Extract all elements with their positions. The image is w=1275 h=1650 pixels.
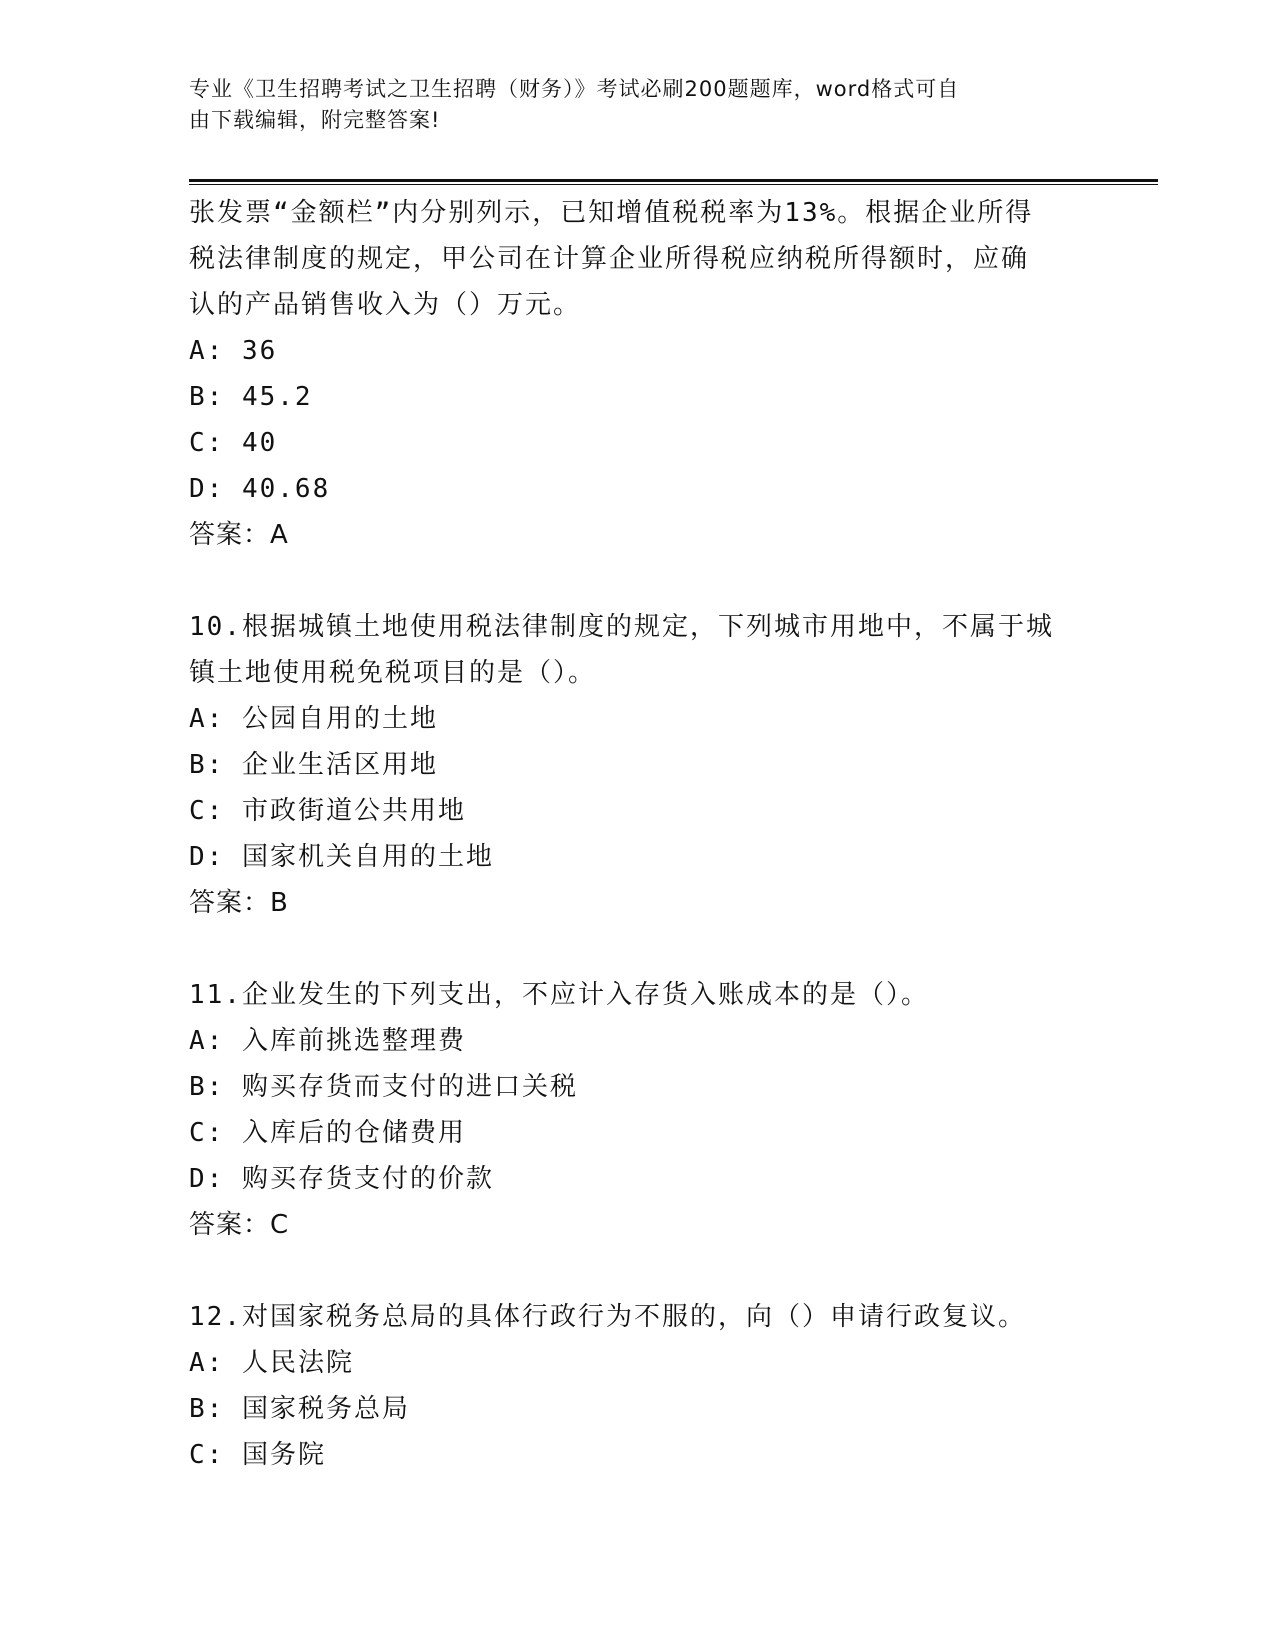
option-c: C: 入库后的仓储费用: [189, 1118, 466, 1148]
question-text-line: 镇土地使用税免税项目的是（）。: [189, 658, 597, 688]
option-c: C: 市政街道公共用地: [189, 796, 466, 826]
header-title-line-2: 由下载编辑，附完整答案!: [189, 108, 441, 132]
question-text-line: 11.企业发生的下列支出，不应计入存货入账成本的是（）。: [189, 980, 929, 1010]
question-list: [189, 190, 1089, 1478]
question-text-line: 10.根据城镇土地使用税法律制度的规定，下列城市用地中，不属于城: [189, 612, 1054, 642]
option-a: A: 公园自用的土地: [189, 704, 438, 734]
question-text-line: 认的产品销售收入为（）万元。: [189, 290, 582, 320]
header-divider-thin: [189, 184, 1158, 185]
option-a: A: 入库前挑选整理费: [189, 1026, 466, 1056]
option-b: B: 企业生活区用地: [189, 750, 438, 780]
option-d: D: 购买存货支付的价款: [189, 1164, 494, 1194]
option-b: B: 45.2: [189, 382, 313, 412]
question-11: [189, 972, 1089, 1248]
question-12: [189, 1294, 1089, 1478]
option-d: D: 40.68: [189, 474, 331, 504]
question-text-line: 税法律制度的规定，甲公司在计算企业所得税应纳税所得额时，应确: [189, 244, 1030, 274]
question-text-line: 12.对国家税务总局的具体行政行为不服的，向（）申请行政复议。: [189, 1302, 1026, 1332]
header-title-line-1: 专业《卫生招聘考试之卫生招聘（财务）》考试必刷200题题库，word格式可自: [189, 77, 960, 101]
option-a: A: 人民法院: [189, 1348, 354, 1378]
option-b: B: 购买存货而支付的进口关税: [189, 1072, 578, 1102]
option-a: A: 36: [189, 336, 278, 366]
option-b: B: 国家税务总局: [189, 1394, 410, 1424]
answer-label: 答案：A: [189, 520, 289, 550]
question-text-line: 张发票“金额栏”内分别列示，已知增值税税率为13%。根据企业所得: [189, 198, 1034, 228]
question-9: [189, 190, 1089, 558]
answer-label: 答案：B: [189, 888, 289, 918]
document-header: [189, 74, 1089, 136]
option-d: D: 国家机关自用的土地: [189, 842, 494, 872]
option-c: C: 国务院: [189, 1440, 326, 1470]
question-10: [189, 604, 1089, 926]
answer-label: 答案：C: [189, 1210, 290, 1240]
option-c: C: 40: [189, 428, 278, 458]
header-divider-thick: [189, 179, 1158, 182]
